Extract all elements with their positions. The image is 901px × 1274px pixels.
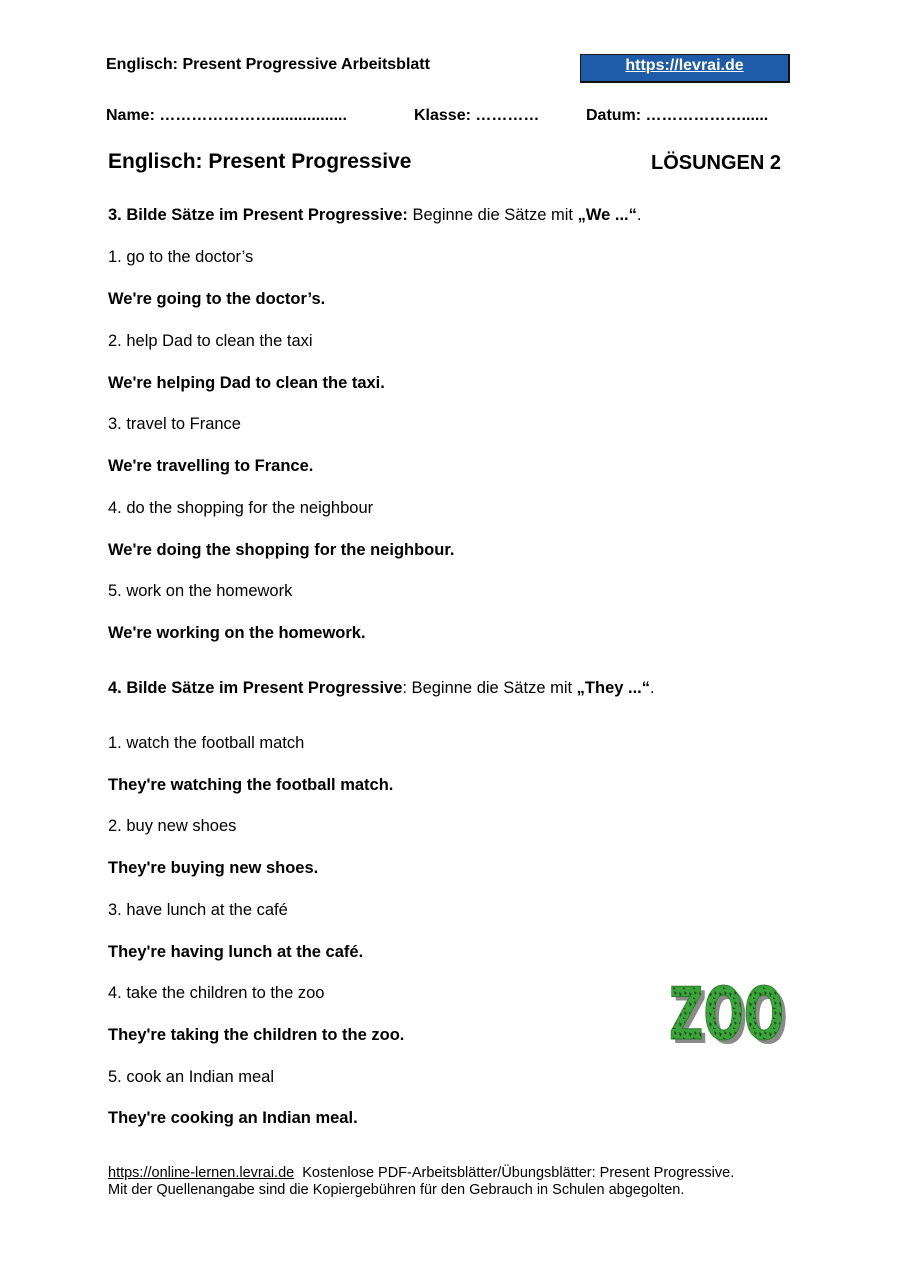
exercise3-instruction-end: . (636, 206, 642, 224)
zoo-clipart-svg (668, 980, 793, 1048)
exercise4-prompt: 4. take the children to the zoo (108, 984, 325, 1002)
exercise3-prompt: 3. travel to France (108, 415, 241, 433)
exercise3-prompt: 4. do the shopping for the neighbour (108, 499, 374, 517)
exercise4-instruction-bold: 4. Bilde Sätze im Present Progressive (108, 679, 403, 697)
solution-label: LÖSUNGEN 2 (651, 152, 782, 174)
footer-line-1 (108, 1165, 734, 1182)
exercise3-prompt: 1. go to the doctor’s (108, 248, 254, 266)
exercise3-answer: We're helping Dad to clean the taxi. (108, 374, 385, 392)
exercise3-instruction-bold: 3. Bilde Sätze im Present Progressive: (108, 206, 408, 224)
footer (108, 1165, 734, 1199)
exercise4-prompt: 5. cook an Indian meal (108, 1068, 275, 1086)
footer-line1-text: Kostenlose PDF-Arbeitsblätter/Übungsblätter: Present Progressive. (294, 1165, 735, 1181)
exercise4-instruction-end: . (650, 679, 655, 697)
exercise3-answer: We're travelling to France. (108, 457, 314, 475)
exercise4-answer: They're taking the children to the zoo. (108, 1026, 405, 1044)
exercise4-answer: They're watching the football match. (108, 776, 394, 794)
site-url-box[interactable] (580, 54, 790, 83)
exercise3-instruction (108, 206, 641, 225)
exercise4-prompt: 2. buy new shoes (108, 817, 237, 835)
exercise4-prompt: 3. have lunch at the café (108, 901, 288, 919)
exercise3-answer: We're doing the shopping for the neighbour. (108, 541, 455, 559)
name-field-label: Name: …………………................. (106, 107, 347, 124)
date-field-label: Datum: ………………...... (586, 107, 769, 124)
exercise3-answer: We're working on the homework. (108, 624, 366, 642)
exercise3-prompt: 5. work on the homework (108, 582, 293, 600)
zoo-shadow-text: ZOO (673, 980, 788, 1048)
exercise3-answer: We're going to the doctor’s. (108, 290, 326, 308)
exercise3-instruction-text: Beginne die Sätze mit (407, 206, 578, 224)
footer-link[interactable]: https://online-lernen.levrai.de (108, 1165, 295, 1181)
exercise4-instruction-text: : Beginne die Sätze mit (402, 679, 577, 697)
exercise4-answer: They're having lunch at the café. (108, 943, 364, 961)
zoo-clipart (668, 980, 793, 1053)
exercise4-instruction (108, 679, 655, 698)
exercise4-start-phrase: „They ...“ (576, 679, 651, 697)
class-field-label: Klasse: ………… (414, 107, 540, 124)
zoo-text: ZOO (669, 980, 784, 1048)
page-title: Englisch: Present Progressive (108, 150, 412, 173)
exercise3-start-phrase: „We ...“ (577, 206, 637, 224)
footer-line-2: Mit der Quellenangabe sind die Kopiergebühren für den Gebrauch in Schulen abgegolten. (108, 1182, 685, 1198)
exercise4-answer: They're buying new shoes. (108, 859, 319, 877)
sheet-title: Englisch: Present Progressive Arbeitsblatt (106, 56, 430, 73)
exercise3-prompt: 2. help Dad to clean the taxi (108, 332, 313, 350)
exercise4-prompt: 1. watch the football match (108, 734, 305, 752)
exercise4-answer: They're cooking an Indian meal. (108, 1109, 358, 1127)
site-url-link[interactable]: https://levrai.de (625, 57, 744, 74)
